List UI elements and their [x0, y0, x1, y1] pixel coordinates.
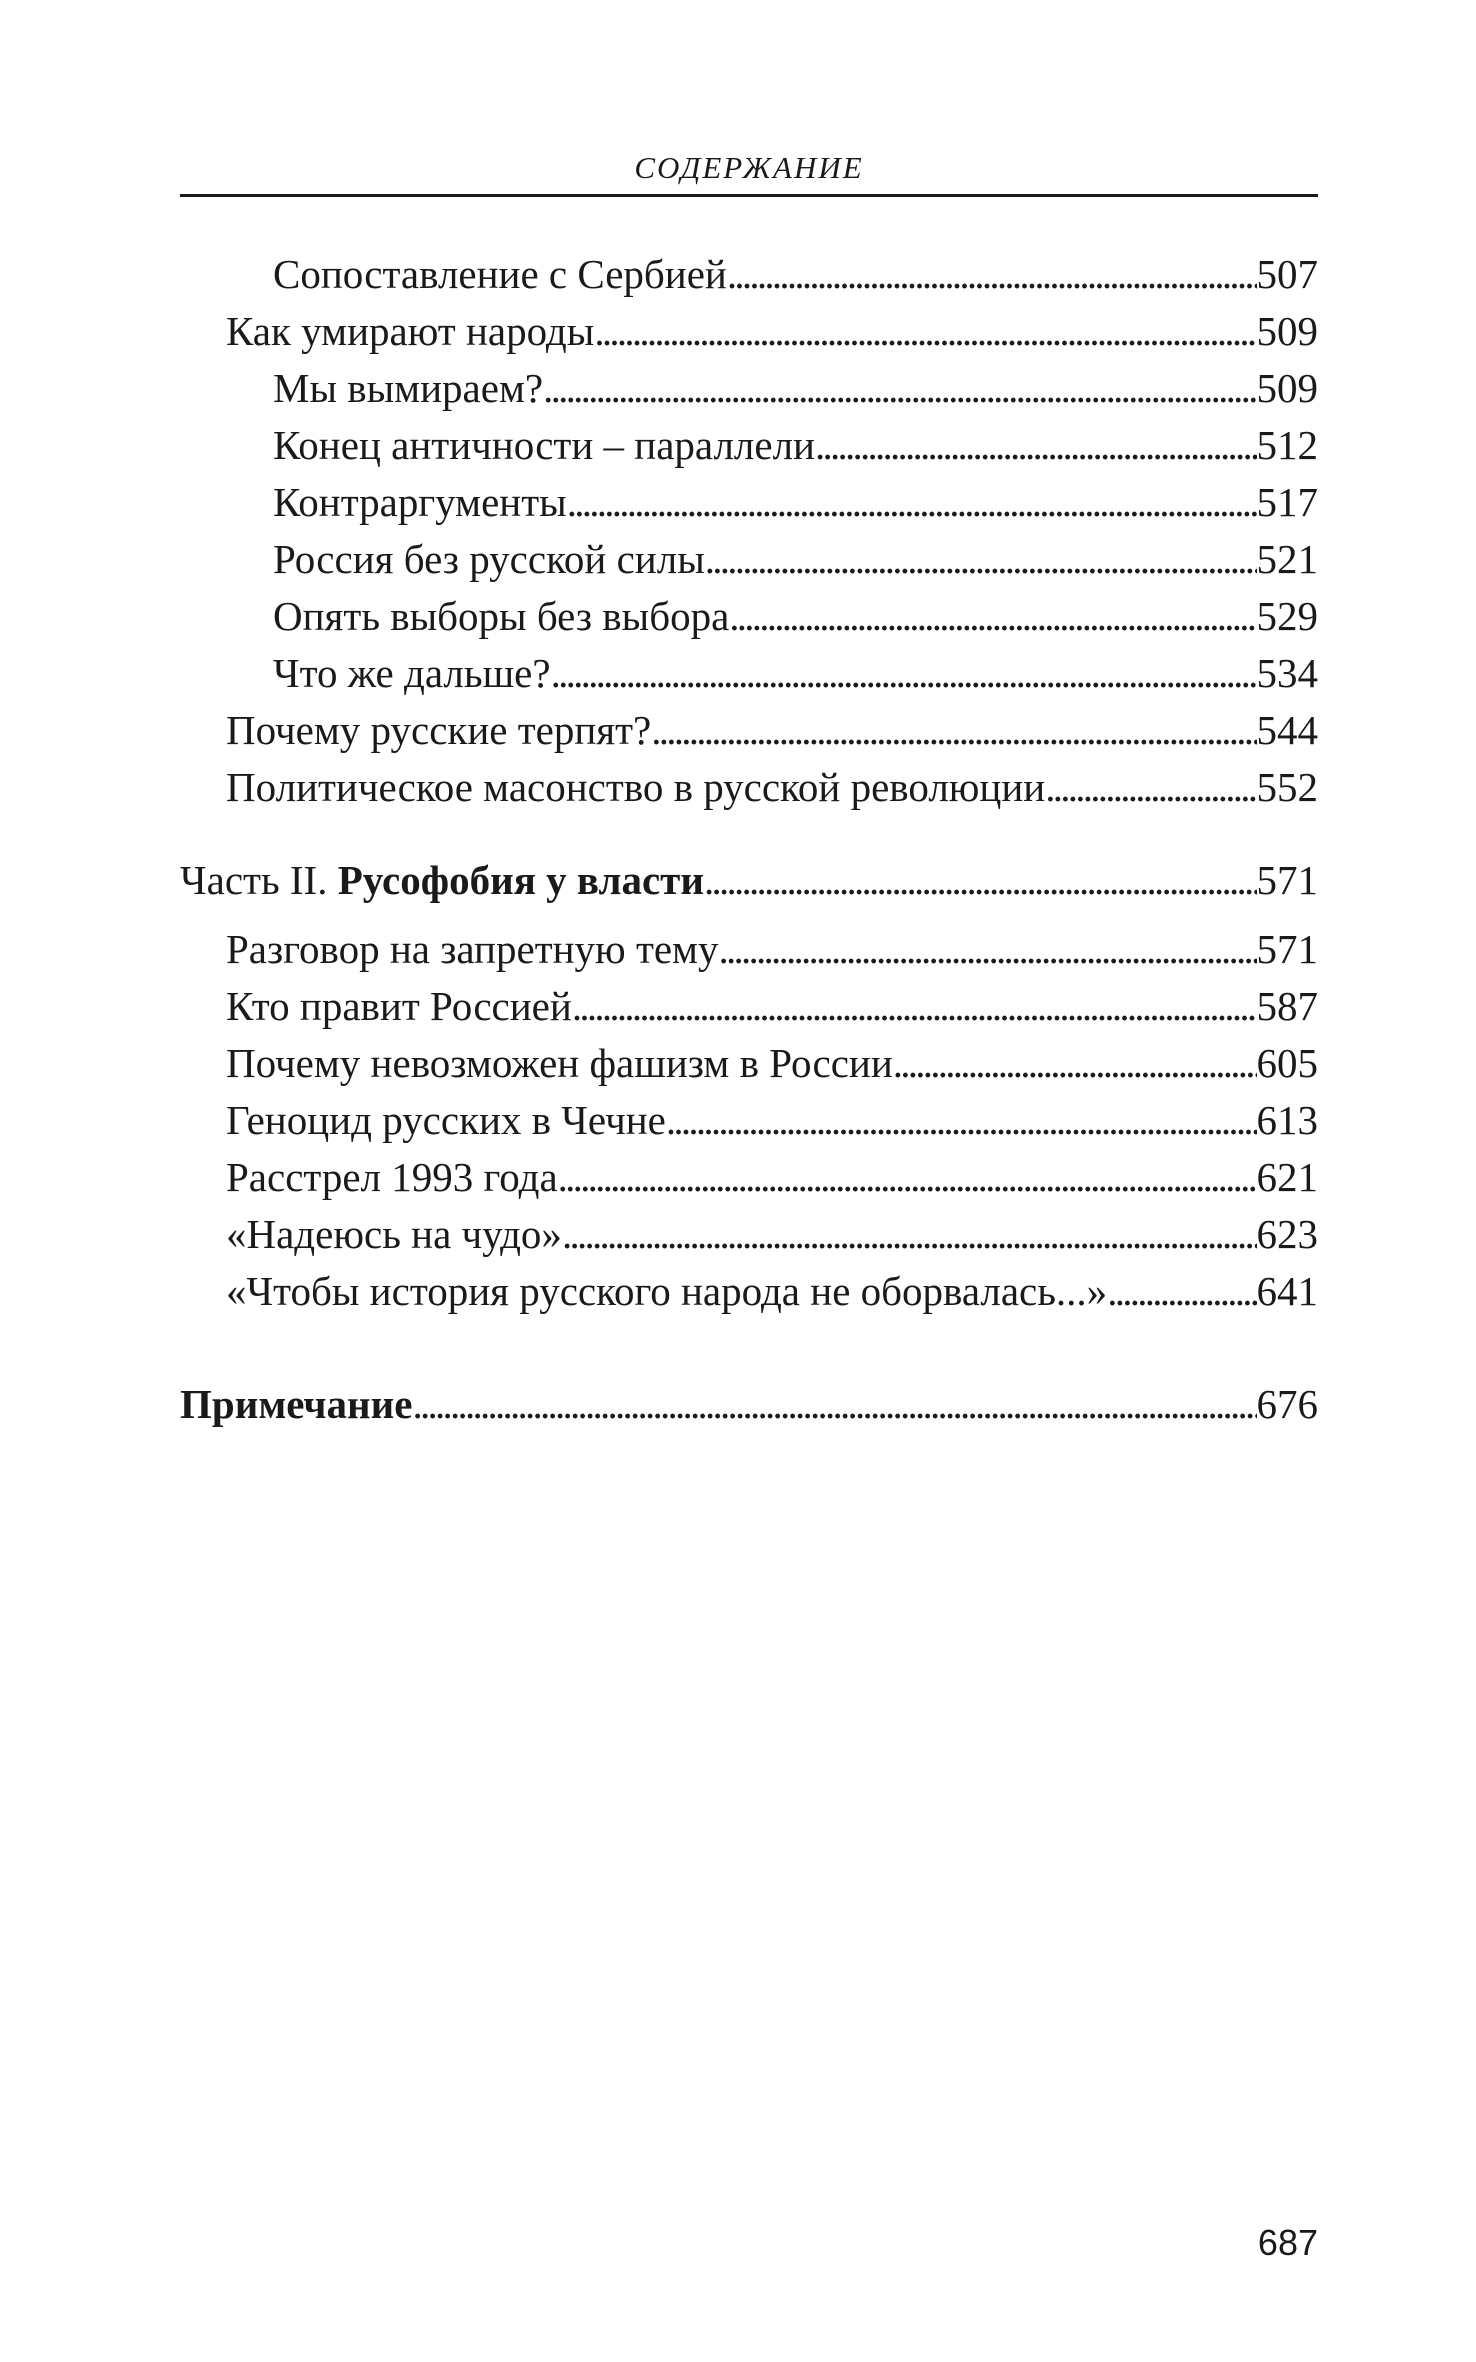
- toc-part-title: [180, 856, 704, 904]
- toc-part-prefix: Часть II.: [180, 857, 338, 903]
- toc-entry-title: Как умирают народы: [226, 308, 595, 354]
- toc-leader-dots: [543, 364, 1256, 412]
- toc-entry-page: 517: [1256, 479, 1318, 525]
- toc-entry[interactable]: [180, 1267, 1318, 1324]
- toc-entry-title: Опять выборы без выбора: [273, 593, 730, 639]
- toc-leader-dots: [666, 1096, 1257, 1144]
- toc-leader-dots: [1045, 763, 1256, 811]
- toc-part-entry[interactable]: [180, 856, 1318, 913]
- toc-entry[interactable]: [180, 1210, 1318, 1267]
- toc-entry-page: 521: [1256, 536, 1318, 582]
- toc-leader-dots: [651, 706, 1256, 754]
- toc-entry-title: Разговор на запретную тему: [226, 926, 719, 972]
- toc-leader-dots: [704, 856, 1257, 904]
- toc-entry[interactable]: [180, 535, 1318, 592]
- toc-entry-title: Политическое масонство в русской революции: [226, 764, 1046, 810]
- running-header: СОДЕРЖАНИЕ: [634, 150, 864, 185]
- toc-entry-title: Геноцид русских в Чечне: [226, 1097, 666, 1143]
- toc-entry-title: Кто правит Россией: [226, 983, 572, 1029]
- toc-entry-page: 534: [1256, 650, 1318, 696]
- toc-entry-page: 605: [1256, 1040, 1318, 1086]
- toc-entry-title: «Надеюсь на чудо»: [226, 1211, 562, 1257]
- toc-entry-page: 571: [1256, 926, 1318, 972]
- toc-entry-title: Почему русские терпят?: [226, 707, 652, 753]
- toc-entry[interactable]: [180, 982, 1318, 1039]
- toc-entry-page: 512: [1256, 422, 1318, 468]
- page-number: 687: [1257, 2222, 1318, 2263]
- toc-entry[interactable]: [180, 1153, 1318, 1210]
- toc-entry-page: 571: [1256, 857, 1318, 903]
- toc-leader-dots: [413, 1380, 1257, 1428]
- toc-entry-page: 623: [1256, 1211, 1318, 1257]
- toc-entry[interactable]: [180, 364, 1318, 421]
- section-gap: [180, 913, 1318, 925]
- toc-leader-dots: [567, 478, 1257, 526]
- toc-entry[interactable]: [180, 421, 1318, 478]
- toc-entry[interactable]: [180, 1039, 1318, 1096]
- toc-entry-page: 641: [1256, 1268, 1318, 1314]
- toc-leader-dots: [727, 250, 1257, 298]
- toc-entry[interactable]: [180, 649, 1318, 706]
- section-gap: [180, 1324, 1318, 1380]
- toc-entry-page: 529: [1256, 593, 1318, 639]
- toc-notes-entry[interactable]: [180, 1380, 1318, 1437]
- header-rule: [180, 194, 1318, 197]
- toc-entry[interactable]: [180, 763, 1318, 820]
- toc-entry[interactable]: [180, 307, 1318, 364]
- toc-entry-title: Расстрел 1993 года: [226, 1154, 558, 1200]
- toc-leader-dots: [1107, 1267, 1256, 1315]
- toc-entry-page: 621: [1256, 1154, 1318, 1200]
- toc-entry-title: Контраргументы: [273, 479, 567, 525]
- toc-entry-title: Мы вымираем?: [273, 365, 544, 411]
- toc-leader-dots: [594, 307, 1256, 355]
- toc-entry-title: [180, 1380, 413, 1428]
- toc-leader-dots: [815, 421, 1257, 469]
- toc-entry-page: 613: [1256, 1097, 1318, 1143]
- toc-part-name: Русофобия у власти: [337, 857, 704, 903]
- toc-entry[interactable]: [180, 1096, 1318, 1153]
- toc-entry[interactable]: [180, 478, 1318, 535]
- toc-entry-title: Сопоставление с Сербией: [273, 251, 727, 297]
- toc-entry-page: 509: [1256, 365, 1318, 411]
- toc-entry-title: Конец античности – параллели: [273, 422, 815, 468]
- toc-entry-title: Почему невозможен фашизм в России: [226, 1040, 893, 1086]
- toc-entry-page: 507: [1256, 251, 1318, 297]
- toc-leader-dots: [572, 982, 1257, 1030]
- toc-leader-dots: [705, 535, 1257, 583]
- toc-leader-dots: [729, 592, 1256, 640]
- toc-entry-title: «Чтобы история русского народа не оборвалась...»: [226, 1268, 1108, 1314]
- section-gap: [180, 820, 1318, 856]
- toc-leader-dots: [562, 1210, 1257, 1258]
- toc-leader-dots: [558, 1153, 1257, 1201]
- toc-leader-dots: [893, 1039, 1257, 1087]
- toc-entry-title: Россия без русской силы: [273, 536, 705, 582]
- toc-entry[interactable]: [180, 925, 1318, 982]
- toc-entry-page: 676: [1256, 1381, 1318, 1427]
- toc-entry-title: Что же дальше?: [273, 650, 551, 696]
- toc-entry-page: 509: [1256, 308, 1318, 354]
- toc-leader-dots: [719, 925, 1257, 973]
- toc-leader-dots: [551, 649, 1257, 697]
- toc-notes-title: Примечание: [180, 1381, 413, 1427]
- toc-entry-page: 544: [1256, 707, 1318, 753]
- toc-entry-page: 552: [1256, 764, 1318, 810]
- toc-entry[interactable]: [180, 592, 1318, 649]
- toc-entry-page: 587: [1256, 983, 1318, 1029]
- toc-entry[interactable]: [180, 250, 1318, 307]
- table-of-contents: [180, 250, 1318, 1437]
- toc-entry[interactable]: [180, 706, 1318, 763]
